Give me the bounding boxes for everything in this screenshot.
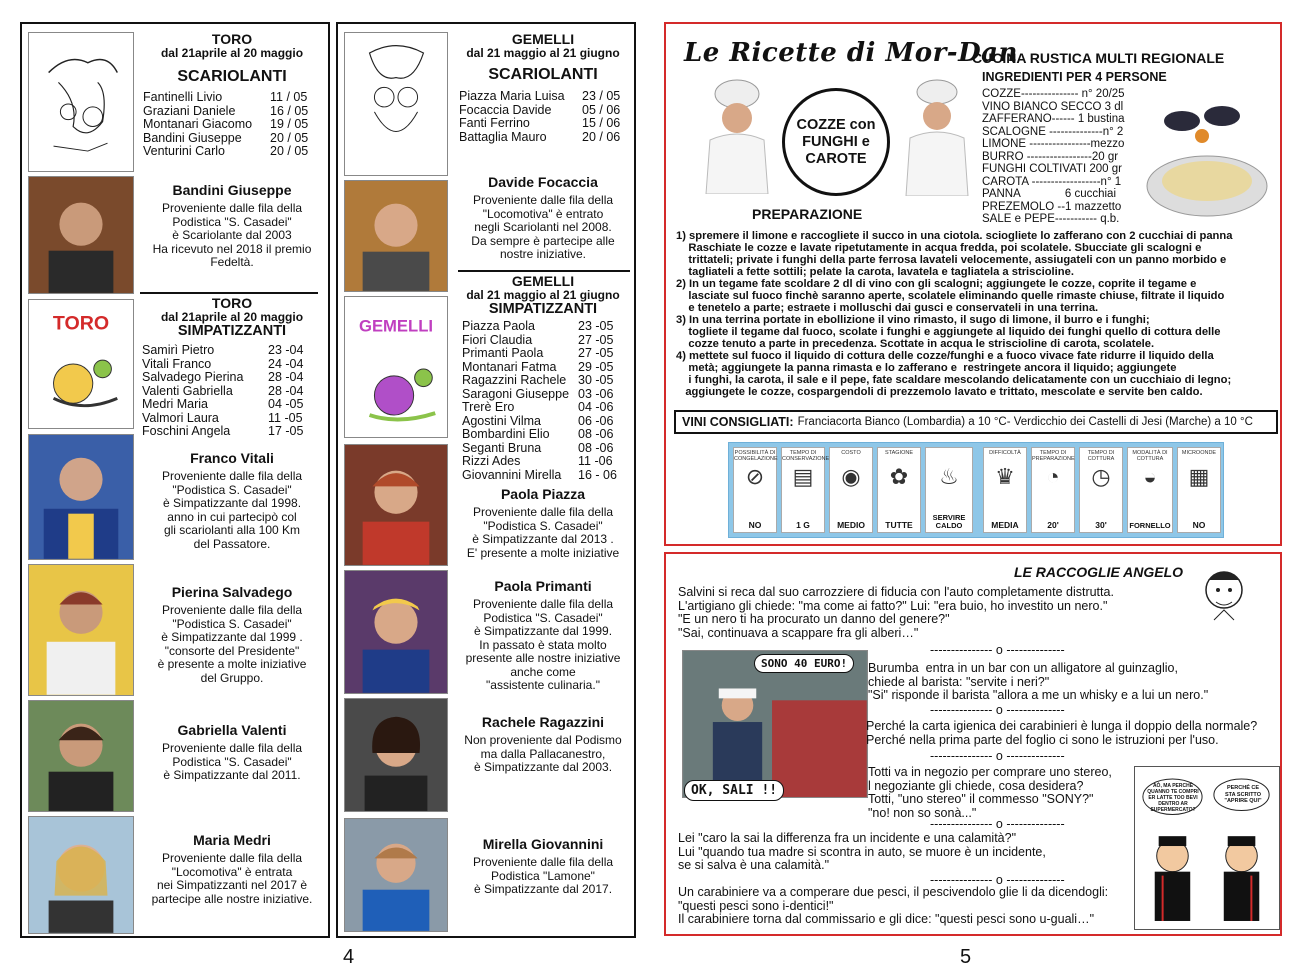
info-cell: TEMPO DI CONSERVAZIONE ▤ 1 G: [781, 447, 825, 533]
photo-mirella-giovannini: [344, 818, 448, 932]
prep-line: metà; aggiungete la panna rimasta e lo zafferano e restringete ancora il liquido; aggiungete: [676, 362, 1177, 374]
calendar-icon: ▤: [792, 464, 814, 489]
prep-line: cozze tenuto a parte in precedenza. Scottate in acqua le striscioline di carota, scolatele.: [676, 338, 1155, 350]
photo-rachele-ragazzini: [344, 698, 448, 812]
list-item: Fiori Claudia 27 -05: [462, 332, 614, 347]
joke-separator: --------------- o --------------: [930, 643, 1065, 657]
prep-title: PREPARAZIONE: [752, 206, 863, 222]
list-item: Medri Maria 04 -05: [142, 397, 304, 411]
profile-name: Pierina Salvadego: [171, 584, 293, 600]
photo-bandini-giuseppe: [28, 176, 134, 294]
joke-burumba: Burumba entra in un bar con un alligatore al guinzaglio, chiede al barista: "servite i neri?" "Si" risponde il barista "allora a me un whisky e a lui un nero.": [868, 661, 1209, 702]
profile-text: Proveniente dalle fila della "Locomotiva" è entrata nei Simpatizzanti nel 2017 è partecipe alle nostre iniziative.: [151, 851, 313, 906]
recipe-subtitle: CUCINA RUSTICA MULTI REGIONALE: [972, 50, 1225, 66]
cartoon-bubble-1: AÒ, MA PERCHÉ QUANNO TE COMPRI ER LATTE TOO BEVI DENTRO AR SUPERMERCATO?: [1147, 783, 1199, 813]
photo-franco-vitali: [28, 434, 134, 560]
profile-name: Paola Piazza: [500, 486, 586, 502]
carabinieri-cartoon: [1134, 766, 1280, 930]
recipe-brand: Le Ricette di Mor-Dan: [684, 38, 1018, 68]
dish-name: COZZE con FUNGHI e CAROTE: [796, 116, 876, 167]
info-cell: MODALITÀ DI COTTURA ◒ FORNELLO: [1127, 447, 1173, 533]
prep-line: 3) In una terrina portate in ebollizione il vino rimasto, il sugo di limone, il burro e i funghi;: [676, 314, 1150, 326]
list-item: Venturini Carlo 20 / 05: [143, 144, 309, 158]
prep-line: trittateli; private i funghi della parte ferrosa lavateli velocemente, assiugateli con un panno morbido e: [676, 254, 1227, 266]
gem-scar-group: SCARIOLANTI: [488, 66, 598, 83]
prep-line: Raschiate le cozze e lavate ripetutamente in acqua fredda, poi scolatele. Sbucciate gli scalogni e: [676, 242, 1202, 254]
profile-text: Proveniente dalle fila della "Podistica S. Casadei" è Simpatizzante dal 1998. anno in cui partecipò col gli scariolanti alla 100 Km del Passatore.: [161, 469, 303, 551]
page-number-4: 4: [343, 946, 355, 968]
chef-woman-photo: [696, 78, 778, 194]
profile-name: Maria Medri: [193, 832, 271, 848]
list-item: Fantinelli Livio 11 / 05: [143, 90, 308, 104]
list-item: Vitali Franco 24 -04: [142, 356, 304, 371]
list-item: Montanari Fatma 29 -05: [462, 359, 614, 374]
list-item: Trerè Ero 04 -06: [462, 400, 614, 414]
toro-scar-sign: TORO: [211, 31, 253, 47]
list-item: Fanti Ferrino 15 / 06: [459, 116, 621, 130]
toro-scar-dates: dal 21aprile al 20 maggio: [160, 46, 304, 60]
profile-text: Proveniente dalle fila della "Locomotiva" è entrato negli Scariolanti nel 2008. Da sempre è partecipe alle nostre iniziative.: [471, 193, 615, 261]
bull-sketch-icon: [29, 33, 133, 171]
profile-text: Non proveniente dal Podismo ma dalla Pallacanestro, è Simpatizzante dal 2003.: [464, 733, 622, 774]
joke-totti: Totti va in negozio per comprare uno stereo, l negoziante gli chiede, cosa desidera? Totti, "uno stereo" il commesso "SONY?" "no! non so sonà...": [868, 765, 1112, 820]
profile-name: Paola Primanti: [494, 578, 592, 594]
no-freeze-icon: ⊘: [745, 464, 765, 489]
photo-paola-piazza: [344, 444, 448, 566]
profile-name: Davide Focaccia: [488, 174, 598, 190]
list-item: Giovannini Mirella 16 - 06: [462, 467, 617, 482]
list-item: Valmori Laura 11 -05: [142, 410, 303, 425]
page4-column-2: [336, 22, 636, 938]
list-item: Bandini Giuseppe 20 / 05: [143, 130, 309, 145]
list-item: Primanti Paola 27 -05: [462, 346, 614, 360]
gem-scar-sign: GEMELLI: [511, 31, 575, 47]
gem-simp-list: [462, 320, 622, 482]
photo-paola-primanti: [344, 570, 448, 694]
list-item: Piazza Maria Luisa 23 / 05: [459, 89, 621, 103]
prep-line: aggiungete le cozze, cospargendoli di prezzemolo lavato e trittato, mescolate e servite ben caldo.: [676, 386, 1203, 398]
profile-text: Proveniente dalle fila della "Podistica S. Casadei" è Simpatizzante dal 1999 . "consorte del Presidente" è presente a molte iniziative del Gruppo.: [157, 603, 307, 685]
info-cell: POSSIBILITÀ DI CONGELAZIONE ⊘ NO: [733, 447, 777, 533]
speech-bubble-2: OK, SALI !!: [684, 780, 784, 801]
info-cell: STAGIONE ✿ TUTTE: [877, 447, 921, 533]
list-item: Graziani Daniele 16 / 05: [143, 103, 309, 118]
seasons-icon: ✿: [889, 464, 909, 489]
cartoon-bubble-2: PERCHÉ CE STA SCRITTO "APRIRE QUI": [1224, 785, 1262, 804]
prep-line: 1) spremere il limone e raccogliete il succo in una ciotola. sciogliete lo zafferano con 2 cucchiai di panna: [676, 230, 1233, 242]
dish-circle: [782, 88, 890, 196]
info-cell: COSTO ◉ MEDIO: [829, 447, 873, 533]
list-item: COZZE--------------- n° 20/25: [982, 88, 1125, 100]
toro-illustration-word: TORO: [52, 312, 110, 335]
profile-name: Franco Vitali: [190, 450, 274, 466]
timer-icon: ◔: [1046, 464, 1060, 489]
divider: [458, 270, 630, 272]
gem-scar-dates: dal 21 maggio al 21 giugno: [466, 46, 620, 60]
wine-box: [674, 410, 1278, 434]
toro-drawing: [28, 32, 134, 172]
joke-separator: --------------- o --------------: [930, 873, 1065, 887]
profile-name: Rachele Ragazzini: [481, 714, 605, 730]
clock-icon: ◷: [1091, 464, 1111, 489]
profile-text: Proveniente dalle fila della Podistica "S. Casadei" è Simpatizzante dal 2011.: [161, 741, 303, 782]
twins-sketch-icon: [345, 33, 447, 175]
list-item: LIMONE ----------------mezzo: [982, 138, 1125, 150]
list-item: Valenti Gabriella 28 -04: [142, 383, 304, 398]
jokes-title: LE RACCOGLIE ANGELO: [1014, 564, 1184, 580]
list-item: CAROTA ------------------n° 1: [982, 175, 1122, 188]
jokes-box: [664, 552, 1282, 936]
prep-line: 2) In un tegame fate scoldare 2 dl di vino con gli scalogni; aggiungete le cozze, coprite il tegame e: [676, 278, 1197, 290]
toro-scar-group: SCARIOLANTI: [177, 68, 287, 85]
gemelli-drawing: [344, 32, 448, 176]
list-item: FUNGHI COLTIVATI 200 gr: [982, 163, 1122, 175]
wine-text: Franciacorta Bianco (Lombardia) a 10 °C- Verdicchio dei Castelli di Jesi (Marche) a 10 °C: [797, 416, 1253, 428]
gemelli-snail-illustration: [344, 296, 448, 438]
info-cell: MICROONDE ▦ NO: [1177, 447, 1221, 533]
joke-calamita: Lei "caro la sai la differenza fra un incidente e una calamità?" Lui "quando tua madre si scontra in auto, se muore è un incidente, se si salva è una calamità.": [678, 831, 1046, 872]
list-item: Montanari Giacomo 19 / 05: [143, 117, 309, 131]
profile-name: Mirella Giovannini: [482, 836, 604, 852]
prep-line: 4) mettete sul fuoco il liquido di cottura delle cozze/funghi e a fuoco vivace fate ridurre il liquido della: [676, 350, 1214, 362]
list-item: SCALOGNE --------------n° 2: [982, 125, 1124, 138]
microwave-icon: ▦: [1188, 464, 1210, 489]
toro-scar-list: [134, 91, 330, 159]
toro-simp-list: [142, 344, 328, 439]
info-cell: TEMPO DI COTTURA ◷ 30': [1079, 447, 1123, 533]
prep-line: togliete il tegame dal fuoco, scolate i funghi e aggiungete al liquido dei funghi quello di cottura delle: [676, 326, 1221, 338]
coins-icon: ◉: [841, 464, 861, 489]
list-item: Rizzi Ades 11 -06: [462, 454, 613, 468]
gem-simp-dates: dal 21 maggio al 21 giugno: [466, 288, 620, 302]
prep-line: e tenetelo a parte; estraete i molluschi dai gusci e conservateli in una terrina.: [676, 302, 1099, 314]
photo-maria-medri: [28, 816, 134, 934]
toro-simp-sign: TORO: [211, 295, 253, 311]
prep-line: lasciate sul fuoco finchè saranno aperte, scolatele eliminando quelle rimaste chiuse, filtrate il liquido: [676, 290, 1225, 302]
joke-separator: --------------- o --------------: [930, 749, 1065, 763]
list-item: Foschini Angela 17 -05: [142, 424, 304, 438]
joke-pesci: Un carabiniere va a comperare due pesci, il pescivendolo glie li da dicendogli: "questi pesci sono i-dentici!" Il carabiniere torna dal commissario e gli dice: "questi pesci sono u-guali…": [678, 885, 1109, 926]
joke-salvini: Salvini si reca dal suo carrozziere di fiducia con l'auto completamente distrutta. L'artigiano gli chiede: "ma come ai fatto?" Lui: "era buio, ho investito un nero." "E un nero ti ha procurato un danno del genere?" "Sai, continuava a scappare fra gli alberi…": [678, 585, 1114, 640]
list-item: BURRO -----------------20 gr: [982, 150, 1119, 163]
speech-bubble-1: SONO 40 EURO!: [754, 654, 854, 673]
list-item: Focaccia Davide 05 / 06: [459, 102, 621, 117]
preparation-steps: [676, 230, 1280, 398]
joke-separator: --------------- o --------------: [930, 703, 1065, 717]
ingredients-list: [982, 88, 1142, 226]
profile-text: Proveniente dalle fila della Podistica "S. Casadei" è Simpatizzante dal 1999. In passato è stata molto presente alle nostre iniziative anche come "assistente culinaria.": [465, 597, 621, 692]
profile-text: Proveniente dalle fila della Podistica "Lamone" è Simpatizzante dal 2017.: [472, 855, 614, 896]
profile-text: Proveniente dalle fila della Podistica "S. Casadei" è Scariolante dal 2003 Ha ricevuto nel 2018 il premio Fedeltà.: [152, 201, 312, 269]
info-cell: DIFFICOLTÀ ♛ MEDIA: [983, 447, 1027, 533]
list-item: Battaglia Mauro 20 / 06: [459, 129, 621, 144]
list-item: VINO BIANCO SECCO 3 dl: [982, 100, 1124, 113]
page4-column-1: [20, 22, 330, 938]
list-item: Seganti Bruna 08 -06: [462, 440, 614, 455]
toro-simp-dates: dal 21aprile al 20 maggio: [160, 310, 304, 324]
toro-simp-group: SIMPATIZZANTI: [177, 323, 287, 339]
hot-dish-icon: ♨: [939, 464, 959, 489]
list-item: Agostini Vilma 06 -06: [462, 413, 614, 428]
photo-gabriella-valenti: [28, 700, 134, 812]
gem-simp-group: SIMPATIZZANTI: [488, 301, 598, 317]
list-item: Salvadego Pierina 28 -04: [142, 370, 304, 384]
photo-pierina-salvadego: [28, 564, 134, 696]
wine-label: VINI CONSIGLIATI:: [682, 415, 794, 429]
list-item: Piazza Paola 23 -05: [462, 319, 614, 333]
page-number-5: 5: [960, 946, 972, 968]
list-item: ZAFFERANO------ 1 bustina: [982, 113, 1125, 125]
caricature-drawing: [1196, 560, 1252, 638]
gem-simp-sign: GEMELLI: [511, 273, 575, 289]
joke-separator: --------------- o --------------: [930, 817, 1065, 831]
prep-line: i funghi, la carota, il sale e il pepe, fate scaldare mescolando delicatamente con un cucchiaio di legno;: [676, 374, 1232, 386]
list-item: SALE e PEPE----------- q.b.: [982, 213, 1120, 225]
profile-name: Bandini Giuseppe: [172, 182, 292, 198]
pot-icon: ◒: [1143, 464, 1157, 489]
list-item: Bombardini Elio 08 -06: [462, 427, 614, 441]
list-item: Samirì Pietro 23 -04: [142, 343, 304, 357]
joke-carta: Perché la carta igienica dei carabinieri è lunga il doppio della normale? Perché nella prima parte del foglio ci sono le istruzioni per l'uso.: [866, 719, 1258, 747]
photo-davide-focaccia: [344, 180, 448, 292]
info-cell: TEMPO DI PREPARAZIONE ◔ 20': [1031, 447, 1075, 533]
list-item: Ragazzini Rachele 30 -05: [462, 373, 614, 387]
recipe-info-table: [728, 442, 1224, 538]
dish-photo: [1142, 86, 1272, 226]
chef-man-photo: [898, 78, 976, 196]
divider: [140, 292, 318, 294]
toro-snail-illustration: [28, 299, 134, 429]
info-cell: ♨ SERVIRE CALDO: [925, 447, 973, 533]
ingredients-title: INGREDIENTI PER 4 PERSONE: [982, 70, 1167, 84]
profile-name: Gabriella Valenti: [177, 722, 287, 738]
list-item: Saragoni Giuseppe 03 -06: [462, 386, 614, 401]
list-item: PANNA 6 cucchiai: [982, 188, 1117, 200]
gemelli-illustration-word: GEMELLI: [358, 316, 434, 336]
recipe-box: [664, 22, 1282, 546]
chef-hat-icon: ♛: [995, 464, 1015, 489]
prep-line: tagliateli a fette sottili; pelate la carota, lavatela e tagliatela a striscioline.: [676, 266, 1074, 278]
gem-scar-list: [450, 90, 636, 144]
profile-text: Proveniente dalle fila della "Podistica S. Casadei" è Simpatizzante dal 2013 . E' presente a molte iniziative: [466, 505, 620, 560]
list-item: PREZEMOLO --1 mazzetto: [982, 200, 1122, 213]
